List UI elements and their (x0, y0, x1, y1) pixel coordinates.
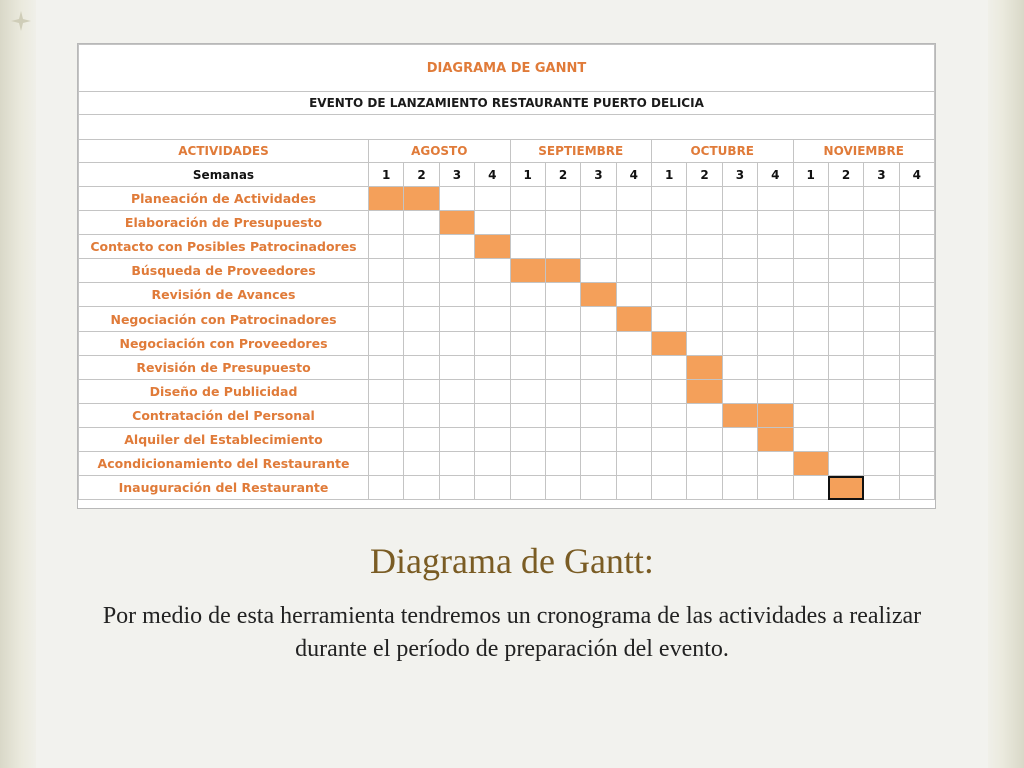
gantt-empty-cell (899, 476, 934, 500)
gantt-empty-cell (864, 452, 899, 476)
gantt-empty-cell (616, 427, 651, 451)
gantt-empty-cell (722, 187, 757, 211)
gantt-empty-cell (652, 283, 687, 307)
gantt-empty-cell (687, 211, 722, 235)
activity-label: Inauguración del Restaurante (79, 476, 369, 500)
gantt-empty-cell (545, 187, 580, 211)
gantt-empty-cell (652, 187, 687, 211)
gantt-empty-cell (369, 379, 404, 403)
gantt-empty-cell (369, 403, 404, 427)
gantt-empty-cell (722, 452, 757, 476)
gantt-empty-cell (758, 283, 793, 307)
activity-row (79, 283, 935, 307)
week-number: 2 (687, 163, 722, 187)
gantt-empty-cell (510, 379, 545, 403)
activity-label: Negociación con Patrocinadores (79, 307, 369, 331)
gantt-empty-cell (793, 211, 828, 235)
gantt-empty-cell (439, 355, 474, 379)
gantt-empty-cell (899, 187, 934, 211)
gantt-empty-cell (828, 235, 863, 259)
gantt-bar-cell (758, 427, 793, 451)
gantt-bar-cell (687, 355, 722, 379)
gantt-empty-cell (510, 187, 545, 211)
gantt-empty-cell (793, 187, 828, 211)
gantt-empty-cell (581, 427, 616, 451)
gantt-empty-cell (510, 452, 545, 476)
gantt-empty-cell (722, 379, 757, 403)
gantt-empty-cell (793, 331, 828, 355)
gantt-empty-cell (722, 259, 757, 283)
activity-label: Negociación con Proveedores (79, 331, 369, 355)
week-number: 2 (404, 163, 439, 187)
gantt-empty-cell (652, 403, 687, 427)
gantt-empty-cell (475, 452, 510, 476)
gantt-empty-cell (616, 187, 651, 211)
gantt-empty-cell (369, 211, 404, 235)
gantt-empty-cell (722, 476, 757, 500)
week-number: 2 (828, 163, 863, 187)
gantt-empty-cell (510, 235, 545, 259)
gantt-empty-cell (439, 259, 474, 283)
gantt-empty-cell (475, 211, 510, 235)
gantt-empty-cell (545, 427, 580, 451)
gantt-empty-cell (652, 307, 687, 331)
gantt-empty-cell (475, 427, 510, 451)
activity-label: Búsqueda de Proveedores (79, 259, 369, 283)
gantt-empty-cell (758, 307, 793, 331)
gantt-empty-cell (687, 259, 722, 283)
gantt-empty-cell (404, 211, 439, 235)
gantt-empty-cell (828, 379, 863, 403)
gantt-bar-cell (722, 403, 757, 427)
activity-row (79, 187, 935, 211)
gantt-empty-cell (758, 187, 793, 211)
activity-row (79, 307, 935, 331)
gantt-empty-cell (758, 379, 793, 403)
gantt-empty-cell (758, 259, 793, 283)
gantt-empty-cell (545, 355, 580, 379)
gantt-empty-cell (510, 283, 545, 307)
gantt-empty-cell (404, 427, 439, 451)
gantt-bar-cell (652, 331, 687, 355)
gantt-empty-cell (687, 235, 722, 259)
gantt-empty-cell (758, 331, 793, 355)
gantt-bar-cell (793, 452, 828, 476)
gantt-empty-cell (545, 235, 580, 259)
gantt-empty-cell (793, 427, 828, 451)
gantt-empty-cell (404, 403, 439, 427)
activity-row (79, 476, 935, 500)
gantt-empty-cell (616, 259, 651, 283)
gantt-empty-cell (828, 211, 863, 235)
activity-label: Alquiler del Establecimiento (79, 427, 369, 451)
gantt-empty-cell (652, 427, 687, 451)
gantt-empty-cell (404, 283, 439, 307)
gantt-table (78, 44, 935, 500)
activity-row (79, 452, 935, 476)
week-number: 4 (475, 163, 510, 187)
gantt-empty-cell (864, 283, 899, 307)
gantt-empty-cell (687, 476, 722, 500)
gantt-empty-cell (864, 235, 899, 259)
activity-row (79, 379, 935, 403)
gantt-empty-cell (404, 259, 439, 283)
gantt-empty-cell (369, 283, 404, 307)
gantt-empty-cell (793, 379, 828, 403)
gantt-empty-cell (616, 355, 651, 379)
gantt-empty-cell (510, 211, 545, 235)
gantt-empty-cell (758, 452, 793, 476)
gantt-empty-cell (899, 235, 934, 259)
gantt-empty-cell (369, 355, 404, 379)
gantt-empty-cell (475, 476, 510, 500)
gantt-empty-cell (439, 452, 474, 476)
gantt-empty-cell (828, 403, 863, 427)
activity-label: Diseño de Publicidad (79, 379, 369, 403)
gantt-empty-cell (864, 187, 899, 211)
gantt-empty-cell (828, 259, 863, 283)
gantt-subtitle: EVENTO DE LANZAMIENTO RESTAURANTE PUERTO DELICIA (79, 92, 935, 115)
gantt-empty-cell (404, 452, 439, 476)
gantt-empty-cell (828, 187, 863, 211)
gantt-empty-cell (581, 379, 616, 403)
gantt-empty-cell (616, 452, 651, 476)
week-number: 3 (722, 163, 757, 187)
gantt-empty-cell (404, 235, 439, 259)
week-number: 1 (510, 163, 545, 187)
month-header: SEPTIEMBRE (510, 140, 652, 163)
gantt-empty-cell (652, 211, 687, 235)
activity-row (79, 427, 935, 451)
week-number: 3 (864, 163, 899, 187)
gantt-empty-cell (652, 379, 687, 403)
gantt-empty-cell (652, 476, 687, 500)
month-header: AGOSTO (369, 140, 511, 163)
gantt-empty-cell (581, 452, 616, 476)
gantt-empty-cell (545, 211, 580, 235)
gantt-empty-cell (404, 355, 439, 379)
gantt-empty-cell (510, 403, 545, 427)
activity-label: Elaboración de Presupuesto (79, 211, 369, 235)
gantt-empty-cell (439, 331, 474, 355)
gantt-empty-cell (652, 259, 687, 283)
gantt-empty-cell (758, 211, 793, 235)
gantt-empty-cell (404, 476, 439, 500)
gantt-empty-cell (545, 331, 580, 355)
gantt-empty-cell (369, 235, 404, 259)
gantt-empty-cell (475, 379, 510, 403)
gantt-empty-cell (439, 235, 474, 259)
caption-text: Por medio de esta herramienta tendremos un cronograma de las actividades a realizar durante el período de preparación del evento. (102, 603, 922, 662)
gantt-empty-cell (439, 283, 474, 307)
gantt-empty-cell (758, 476, 793, 500)
gantt-empty-cell (616, 403, 651, 427)
gantt-empty-cell (899, 307, 934, 331)
gantt-empty-cell (545, 403, 580, 427)
activity-row (79, 259, 935, 283)
gantt-empty-cell (581, 187, 616, 211)
gantt-bar-cell (616, 307, 651, 331)
week-number: 4 (899, 163, 934, 187)
gantt-empty-cell (722, 307, 757, 331)
gantt-empty-cell (439, 476, 474, 500)
gantt-empty-cell (687, 283, 722, 307)
caption-title: Diagrama de Gantt: (370, 541, 654, 581)
gantt-empty-cell (828, 452, 863, 476)
gantt-empty-cell (758, 355, 793, 379)
gantt-bar-cell (581, 283, 616, 307)
activity-row (79, 331, 935, 355)
gantt-empty-cell (758, 235, 793, 259)
gantt-empty-cell (652, 235, 687, 259)
gantt-empty-cell (369, 307, 404, 331)
activity-label: Planeación de Actividades (79, 187, 369, 211)
gantt-empty-cell (616, 476, 651, 500)
gantt-bar-cell (828, 476, 863, 500)
gantt-empty-cell (864, 331, 899, 355)
gantt-empty-cell (404, 331, 439, 355)
gantt-bar-cell (439, 211, 474, 235)
gantt-empty-cell (510, 355, 545, 379)
gantt-empty-cell (828, 427, 863, 451)
gantt-empty-cell (439, 187, 474, 211)
gantt-empty-cell (722, 355, 757, 379)
gantt-empty-cell (899, 283, 934, 307)
gantt-empty-cell (793, 235, 828, 259)
gantt-empty-cell (793, 307, 828, 331)
gantt-empty-cell (581, 331, 616, 355)
gantt-empty-cell (404, 307, 439, 331)
weeks-header: Semanas (79, 163, 369, 187)
gantt-empty-cell (864, 476, 899, 500)
gantt-empty-cell (439, 403, 474, 427)
week-number: 2 (545, 163, 580, 187)
gantt-empty-cell (864, 403, 899, 427)
gantt-empty-cell (899, 259, 934, 283)
week-number: 4 (616, 163, 651, 187)
gantt-bar-cell (404, 187, 439, 211)
gantt-empty-cell (864, 379, 899, 403)
gantt-empty-cell (439, 427, 474, 451)
gantt-empty-cell (899, 379, 934, 403)
gantt-empty-cell (369, 427, 404, 451)
gantt-empty-cell (439, 307, 474, 331)
gantt-bar-cell (687, 379, 722, 403)
gantt-empty-cell (439, 379, 474, 403)
gantt-empty-cell (652, 452, 687, 476)
gantt-empty-cell (828, 355, 863, 379)
gantt-empty-cell (828, 331, 863, 355)
gantt-empty-cell (793, 403, 828, 427)
blank-row (79, 115, 935, 140)
activity-label: Acondicionamiento del Restaurante (79, 452, 369, 476)
gantt-empty-cell (545, 476, 580, 500)
gantt-empty-cell (369, 331, 404, 355)
gantt-empty-cell (581, 211, 616, 235)
gantt-empty-cell (687, 427, 722, 451)
gantt-empty-cell (616, 211, 651, 235)
activity-row (79, 235, 935, 259)
gantt-empty-cell (404, 379, 439, 403)
gantt-title: DIAGRAMA DE GANNT (79, 45, 935, 92)
gantt-empty-cell (793, 476, 828, 500)
week-number: 1 (793, 163, 828, 187)
gantt-empty-cell (510, 307, 545, 331)
gantt-empty-cell (793, 259, 828, 283)
gantt-empty-cell (652, 355, 687, 379)
gantt-empty-cell (581, 476, 616, 500)
week-number: 3 (439, 163, 474, 187)
activity-label: Revisión de Avances (79, 283, 369, 307)
gantt-empty-cell (581, 235, 616, 259)
gantt-empty-cell (722, 283, 757, 307)
gantt-empty-cell (722, 427, 757, 451)
gantt-empty-cell (475, 283, 510, 307)
gantt-empty-cell (616, 235, 651, 259)
gantt-bar-cell (369, 187, 404, 211)
gantt-empty-cell (687, 403, 722, 427)
gantt-empty-cell (581, 307, 616, 331)
gantt-empty-cell (687, 307, 722, 331)
gantt-bar-cell (545, 259, 580, 283)
gantt-empty-cell (545, 307, 580, 331)
gantt-empty-cell (793, 283, 828, 307)
gantt-empty-cell (687, 331, 722, 355)
gantt-empty-cell (899, 331, 934, 355)
gantt-empty-cell (369, 259, 404, 283)
activity-row (79, 355, 935, 379)
gantt-empty-cell (369, 476, 404, 500)
gantt-empty-cell (793, 355, 828, 379)
activity-label: Revisión de Presupuesto (79, 355, 369, 379)
gantt-bar-cell (475, 235, 510, 259)
activity-row (79, 403, 935, 427)
gantt-bar-cell (510, 259, 545, 283)
decorative-bullet-icon (10, 10, 32, 32)
gantt-empty-cell (828, 283, 863, 307)
gantt-empty-cell (616, 331, 651, 355)
gantt-empty-cell (864, 211, 899, 235)
week-number: 1 (369, 163, 404, 187)
gantt-empty-cell (864, 427, 899, 451)
gantt-empty-cell (864, 355, 899, 379)
gantt-empty-cell (581, 355, 616, 379)
gantt-empty-cell (510, 427, 545, 451)
gantt-empty-cell (899, 355, 934, 379)
gantt-empty-cell (722, 211, 757, 235)
month-header: OCTUBRE (652, 140, 794, 163)
gantt-empty-cell (475, 259, 510, 283)
gantt-empty-cell (475, 355, 510, 379)
activity-label: Contratación del Personal (79, 403, 369, 427)
gantt-empty-cell (687, 452, 722, 476)
gantt-empty-cell (475, 403, 510, 427)
gantt-empty-cell (864, 307, 899, 331)
gantt-empty-cell (899, 427, 934, 451)
gantt-empty-cell (545, 283, 580, 307)
gantt-empty-cell (369, 452, 404, 476)
gantt-empty-cell (687, 187, 722, 211)
activity-row (79, 211, 935, 235)
activities-header: ACTIVIDADES (79, 140, 369, 163)
gantt-bar-cell (758, 403, 793, 427)
gantt-empty-cell (722, 331, 757, 355)
activity-label: Contacto con Posibles Patrocinadores (79, 235, 369, 259)
gantt-empty-cell (616, 283, 651, 307)
gantt-empty-cell (581, 259, 616, 283)
gantt-empty-cell (616, 379, 651, 403)
week-number: 1 (652, 163, 687, 187)
month-header: NOVIEMBRE (793, 140, 935, 163)
gantt-empty-cell (475, 331, 510, 355)
gantt-empty-cell (545, 452, 580, 476)
gantt-empty-cell (475, 307, 510, 331)
gantt-empty-cell (510, 331, 545, 355)
gantt-empty-cell (899, 211, 934, 235)
gantt-empty-cell (722, 235, 757, 259)
gantt-empty-cell (899, 403, 934, 427)
week-number: 3 (581, 163, 616, 187)
gantt-empty-cell (545, 379, 580, 403)
gantt-empty-cell (828, 307, 863, 331)
gantt-empty-cell (899, 452, 934, 476)
week-number: 4 (758, 163, 793, 187)
gantt-empty-cell (510, 476, 545, 500)
gantt-empty-cell (475, 187, 510, 211)
gantt-empty-cell (864, 259, 899, 283)
gantt-empty-cell (581, 403, 616, 427)
gantt-spreadsheet (77, 43, 936, 509)
